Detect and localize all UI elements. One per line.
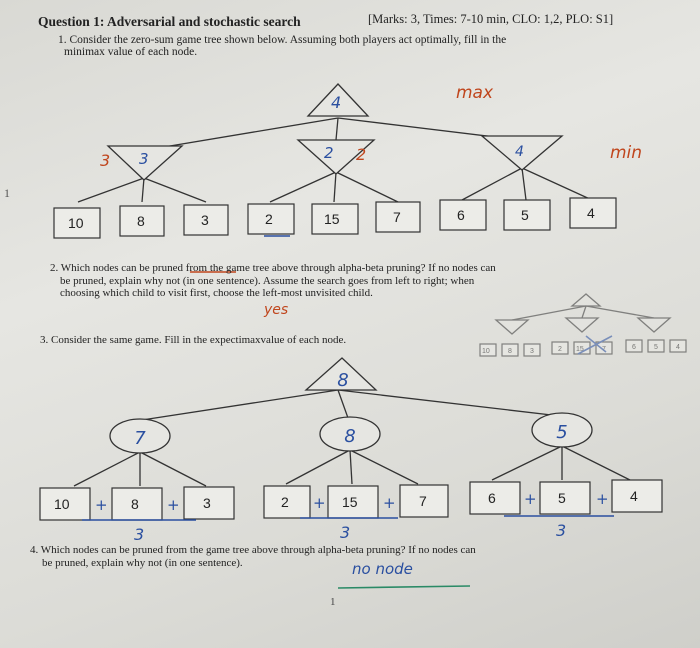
edge: [562, 446, 630, 480]
expectimax-root-value: 8: [337, 370, 349, 391]
max-label: max: [456, 83, 494, 103]
leaf-value: 7: [419, 493, 427, 509]
edge: [586, 306, 654, 318]
question-4-line-1: 4. Which nodes can be pruned from the game tree above through alpha-beta pruning? If no nodes can: [30, 544, 476, 556]
leaf-value: 5: [521, 207, 529, 223]
expectimax-leaf-row: [40, 480, 662, 520]
edge: [338, 390, 348, 418]
thumb-min-node: [496, 320, 528, 334]
question-3-text: 3. Consider the same game. Fill in the expectimaxvalue of each node.: [40, 334, 347, 346]
thumb-leaf-value: 3: [530, 348, 534, 355]
thumb-leaf-value: 10: [482, 348, 490, 355]
page-number: 1: [330, 596, 336, 608]
edge: [350, 450, 352, 484]
root-value: 4: [331, 93, 342, 112]
question-2-line-3: choosing which child to visit first, choose the left-most unvisited child.: [60, 287, 373, 299]
leaf-value: 5: [558, 490, 566, 506]
min-node-2-handwritten: 2: [356, 145, 367, 164]
thumb-leaf-value: 6: [632, 344, 636, 351]
question-2-line-2: be pruned, explain why not (in one sentence). Assume the search goes from left to right; when: [60, 274, 475, 287]
plus-mark: +: [524, 490, 537, 508]
leaf-value: 4: [587, 205, 595, 221]
edge: [492, 446, 562, 480]
thumb-leaf-value: 7: [602, 346, 606, 353]
group-sum: 3: [134, 525, 145, 544]
leaf-value: 10: [54, 496, 70, 512]
min-node-2-value: 2: [324, 144, 334, 162]
thumb-leaf-value: 5: [654, 344, 658, 351]
min-node-3-value: 4: [515, 144, 524, 160]
question-4-answer: no node: [352, 560, 413, 578]
thumb-min-node: [566, 318, 598, 332]
thumb-leaf-value: 4: [676, 344, 680, 351]
leaf-row: [54, 198, 616, 238]
leaf-value: 8: [131, 496, 139, 512]
edge: [336, 118, 338, 140]
thumbnail-tree: [480, 294, 686, 356]
question-2-line-1: 2. Which nodes can be pruned from the game tree above through alpha-beta pruning? If no nodes can: [50, 262, 496, 274]
question-title: Question 1: Adversarial and stochastic search: [38, 14, 301, 29]
marks-info: [Marks: 3, Times: 7-10 min, CLO: 1,2, PLO: S1]: [368, 12, 614, 26]
thumb-root: [572, 294, 600, 306]
edge: [144, 178, 206, 202]
leaf-value: 4: [630, 488, 638, 504]
leaf-value: 3: [203, 495, 211, 511]
margin-number: 1: [4, 186, 10, 200]
thumb-leaf-value: 2: [558, 346, 562, 353]
edge: [462, 168, 522, 200]
edge: [140, 452, 206, 486]
group-sum: 3: [340, 523, 351, 542]
question-2-text: [50, 262, 496, 300]
edge: [142, 178, 144, 202]
answer-underline: [338, 586, 470, 588]
edge: [350, 450, 418, 484]
leaf-value: 8: [137, 213, 145, 229]
edge: [78, 178, 144, 202]
edge: [582, 306, 586, 318]
plus-mark: +: [95, 496, 108, 514]
thumb-min-node: [638, 318, 670, 332]
chance-node-1-value: 7: [134, 428, 146, 449]
edge: [522, 168, 526, 200]
leaf-value: 2: [281, 494, 289, 510]
question-1-line-1: 1. Consider the zero-sum game tree shown below. Assuming both players act optimally, fill in the: [58, 34, 507, 46]
leaf-value: 2: [265, 211, 273, 227]
chance-node-2-value: 8: [344, 426, 356, 447]
edge: [142, 390, 338, 420]
leaf-value: 15: [324, 211, 340, 227]
chance-node-3-value: 5: [556, 422, 568, 443]
question-2-answer: yes: [264, 302, 289, 318]
thumb-leaf-value: 8: [508, 348, 512, 355]
min-label: min: [610, 143, 643, 163]
leaf-value: 3: [201, 212, 209, 228]
thumb-leaf-value: 15: [576, 346, 584, 353]
leaf-value: 7: [393, 209, 401, 225]
plus-mark: +: [313, 494, 326, 512]
plus-mark: +: [596, 490, 609, 508]
edge: [336, 172, 398, 202]
question-1-line-2: minimax value of each node.: [64, 46, 198, 58]
leaf-value: 6: [488, 490, 496, 506]
leaf-value: 6: [457, 207, 465, 223]
edge: [286, 450, 350, 484]
edge: [270, 172, 336, 202]
leaf-value: 10: [68, 215, 84, 231]
plus-mark: +: [167, 496, 180, 514]
edge: [338, 390, 560, 416]
question-4-line-2: be pruned, explain why not (in one sentence).: [42, 556, 243, 569]
group-sum: 3: [556, 521, 567, 540]
edge: [334, 172, 336, 202]
edge: [74, 452, 140, 486]
min-node-1-value: 3: [139, 150, 149, 168]
edge: [522, 168, 592, 200]
leaf-value: 15: [342, 494, 358, 510]
min-node-1-handwritten: 3: [100, 151, 111, 170]
plus-mark: +: [383, 494, 396, 512]
